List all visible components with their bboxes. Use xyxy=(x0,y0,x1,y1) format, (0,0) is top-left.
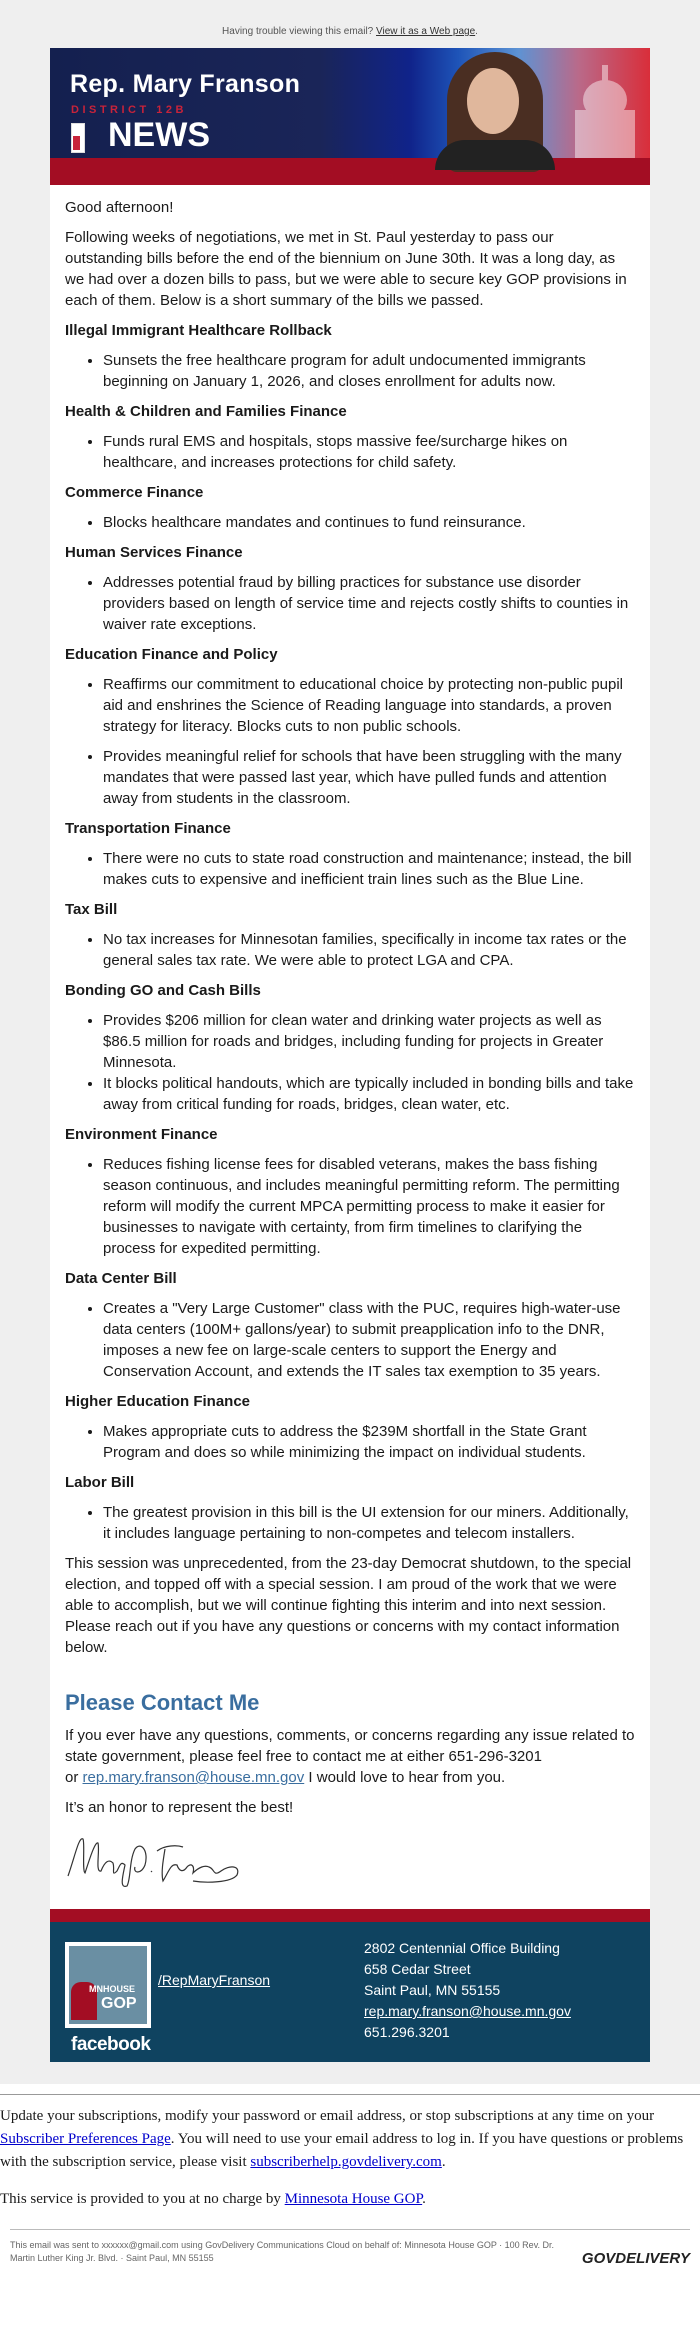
section-list xyxy=(65,1502,635,1544)
subscriber-help-link[interactable]: subscriberhelp.govdelivery.com xyxy=(250,2154,442,2170)
mn-house-gop-facebook-logo[interactable]: MNHOUSE GOP xyxy=(65,1942,151,2028)
list-item: • It blocks political handouts, which are typically included in bonding bills and take away from critical funding for roads, bridges, clean water, etc. xyxy=(103,1073,635,1115)
subscriber-preferences-link[interactable]: Subscriber Preferences Page xyxy=(0,2131,171,2147)
banner-district: DISTRICT 12B xyxy=(71,104,187,116)
section-list xyxy=(65,431,635,473)
section-heading: Illegal Immigrant Healthcare Rollback xyxy=(65,322,332,339)
mn-house-gop-logo-icon xyxy=(71,123,85,153)
closing-paragraph: This session was unprecedented, from the 23-day Democrat shutdown, to the special election, and topped off with a special session. I am proud of the work that we were able to accomplish, but we will continue fighting this interim and into next session. Please reach out if you have any questions or concerns with my contact information below. xyxy=(65,1555,632,1656)
section-heading: Higher Education Finance xyxy=(65,1393,251,1410)
contact-email-link[interactable]: rep.mary.franson@house.mn.gov xyxy=(82,1769,305,1786)
section-list xyxy=(65,1421,635,1463)
section-heading: Human Services Finance xyxy=(65,544,243,561)
list-item: • Funds rural EMS and hospitals, stops massive fee/surcharge hikes on healthcare, and increases protections for child safety. xyxy=(103,431,635,473)
footer-contact-block xyxy=(50,1909,650,2062)
greeting: Good afternoon! xyxy=(65,199,174,216)
list-item: • Addresses potential fraud by billing practices for substance use disorder providers based on length of service time and rejects costly shifts to counties in waiver rate exceptions. xyxy=(103,572,635,635)
section-list xyxy=(65,1154,635,1259)
section-list xyxy=(65,572,635,635)
section-list xyxy=(65,512,635,533)
section-list xyxy=(65,674,635,809)
office-address: 2802 Centennial Office Building 658 Cedar Street Saint Paul, MN 55155 rep.mary.franson@house.mn.gov 651.296.3201 xyxy=(364,1938,571,2043)
facebook-page-link[interactable]: /RepMaryFranson xyxy=(158,1972,271,1988)
legal-footer xyxy=(0,2230,700,2274)
list-item: • Sunsets the free healthcare program for adult undocumented immigrants beginning on January 1, 2026, and closes enrollment for adults now. xyxy=(103,350,635,392)
minnesota-house-gop-link[interactable]: Minnesota House GOP xyxy=(284,2191,423,2207)
intro-paragraph: Following weeks of negotiations, we met in St. Paul yesterday to pass our outstanding bills before the end of the biennium on June 30th. It was a long day, as we had over a dozen bills to pass, but we were able to secure key GOP provisions in each of them. Below is a short summary of the bills we passed. xyxy=(65,229,627,309)
view-web-note: Having trouble viewing this email? View it as a Web page. xyxy=(222,26,478,37)
section-list xyxy=(65,848,635,890)
section-list xyxy=(65,1298,635,1382)
footer-email-link[interactable]: rep.mary.franson@house.mn.gov xyxy=(364,2003,571,2019)
email-body xyxy=(50,185,650,1909)
section-heading: Health & Children and Families Finance xyxy=(65,403,347,420)
view-web-page-link[interactable]: View it as a Web page xyxy=(376,26,476,37)
section-list xyxy=(65,1010,635,1115)
section-heading: Commerce Finance xyxy=(65,484,204,501)
representative-photo xyxy=(435,48,555,158)
bill-sections xyxy=(65,320,635,1544)
govdelivery-logo[interactable]: GOVDELIVERY xyxy=(581,2250,690,2267)
section-heading: Labor Bill xyxy=(65,1474,135,1491)
section-heading: Bonding GO and Cash Bills xyxy=(65,982,261,999)
list-item: • Provides meaningful relief for schools that have been struggling with the many mandates that were passed last year, which have pulled funds and attention away from students in the classroom. xyxy=(103,746,635,809)
honor-text: It’s an honor to represent the best! xyxy=(65,1799,294,1816)
section-heading: Data Center Bill xyxy=(65,1270,177,1287)
list-item: • Reaffirms our commitment to educational choice by protecting non-public pupil aid and enshrines the Science of Reading language into standards, a proven strategy for literacy. Blocks cuts to non public schools. xyxy=(103,674,635,737)
facebook-icon: facebook xyxy=(71,2034,151,2055)
list-item: • There were no cuts to state road construction and maintenance; instead, the bill makes cuts to expensive and inefficient train lines such as the Blue Line. xyxy=(103,848,635,890)
list-item: • Provides $206 million for clean water and drinking water projects as well as $86.5 million for roads and bridges, including funding for projects in Greater Minnesota. xyxy=(103,1010,635,1073)
signature xyxy=(65,1831,245,1893)
section-heading: Transportation Finance xyxy=(65,820,231,837)
list-item: • Blocks healthcare mandates and continues to fund reinsurance. xyxy=(103,512,635,533)
footer-phone: 651.296.3201 xyxy=(364,2024,450,2040)
section-heading: Tax Bill xyxy=(65,901,118,918)
list-item: • The greatest provision in this bill is the UI extension for our miners. Additionally, it includes language pertaining to non-competes and telecom installers. xyxy=(103,1502,635,1544)
header-banner xyxy=(50,48,650,185)
section-list xyxy=(65,350,635,392)
section-heading: Education Finance and Policy xyxy=(65,646,278,663)
list-item: • Makes appropriate cuts to address the $239M shortfall in the State Grant Program and does so while minimizing the impact on individual students. xyxy=(103,1421,635,1463)
list-item: • Creates a "Very Large Customer" class with the PUC, requires high-water-use data centers (100M+ gallons/year) to submit preapplication info to the DNR, imposes a new fee on large-scale centers to support the Energy and Conservation Account, and extends the IT sales tax exemption to 35 years. xyxy=(103,1298,635,1382)
contact-paragraph: If you ever have any questions, comments, or concerns regarding any issue related to state government, please feel free to contact me at either 651-296-3201 or rep.mary.franson@house.mn.gov I would love to hear from you. xyxy=(65,1727,635,1786)
list-item: • No tax increases for Minnesotan families, specifically in income tax rates or the general sales tax rate. We were able to protect LGA and CPA. xyxy=(103,929,635,971)
banner-title: Rep. Mary Franson xyxy=(70,70,301,98)
subscription-notice: Update your subscriptions, modify your password or email address, or stop subscriptions at any time on your Subscriber Preferences Page. You will need to use your email address to log in. If you have questions or problems with the subscription service, please visit subscriberhelp.govdelivery.com. This service is provided to you at no charge by Minnesota House GOP. xyxy=(0,2108,684,2207)
contact-heading: Please Contact Me xyxy=(65,1690,260,1715)
banner-news: NEWS xyxy=(108,116,210,154)
sent-to-text: This email was sent to xxxxxx@gmail.com using GovDelivery Communications Cloud on behalf of: Minnesota House GOP · 100 Rev. Dr. Martin Luther King Jr. Blvd. · Saint Paul, MN 55155 xyxy=(10,2240,555,2263)
capitol-building-icon xyxy=(570,60,640,158)
section-heading: Environment Finance xyxy=(65,1126,218,1143)
list-item: • Reduces fishing license fees for disabled veterans, makes the bass fishing season continuous, and includes meaningful permitting reform. The permitting reform will modify the current MPCA permitting process to make it easier for businesses to navigate with certainty, from firm timelines to clarifying the process for expedited permitting. xyxy=(103,1154,635,1259)
section-list xyxy=(65,929,635,971)
